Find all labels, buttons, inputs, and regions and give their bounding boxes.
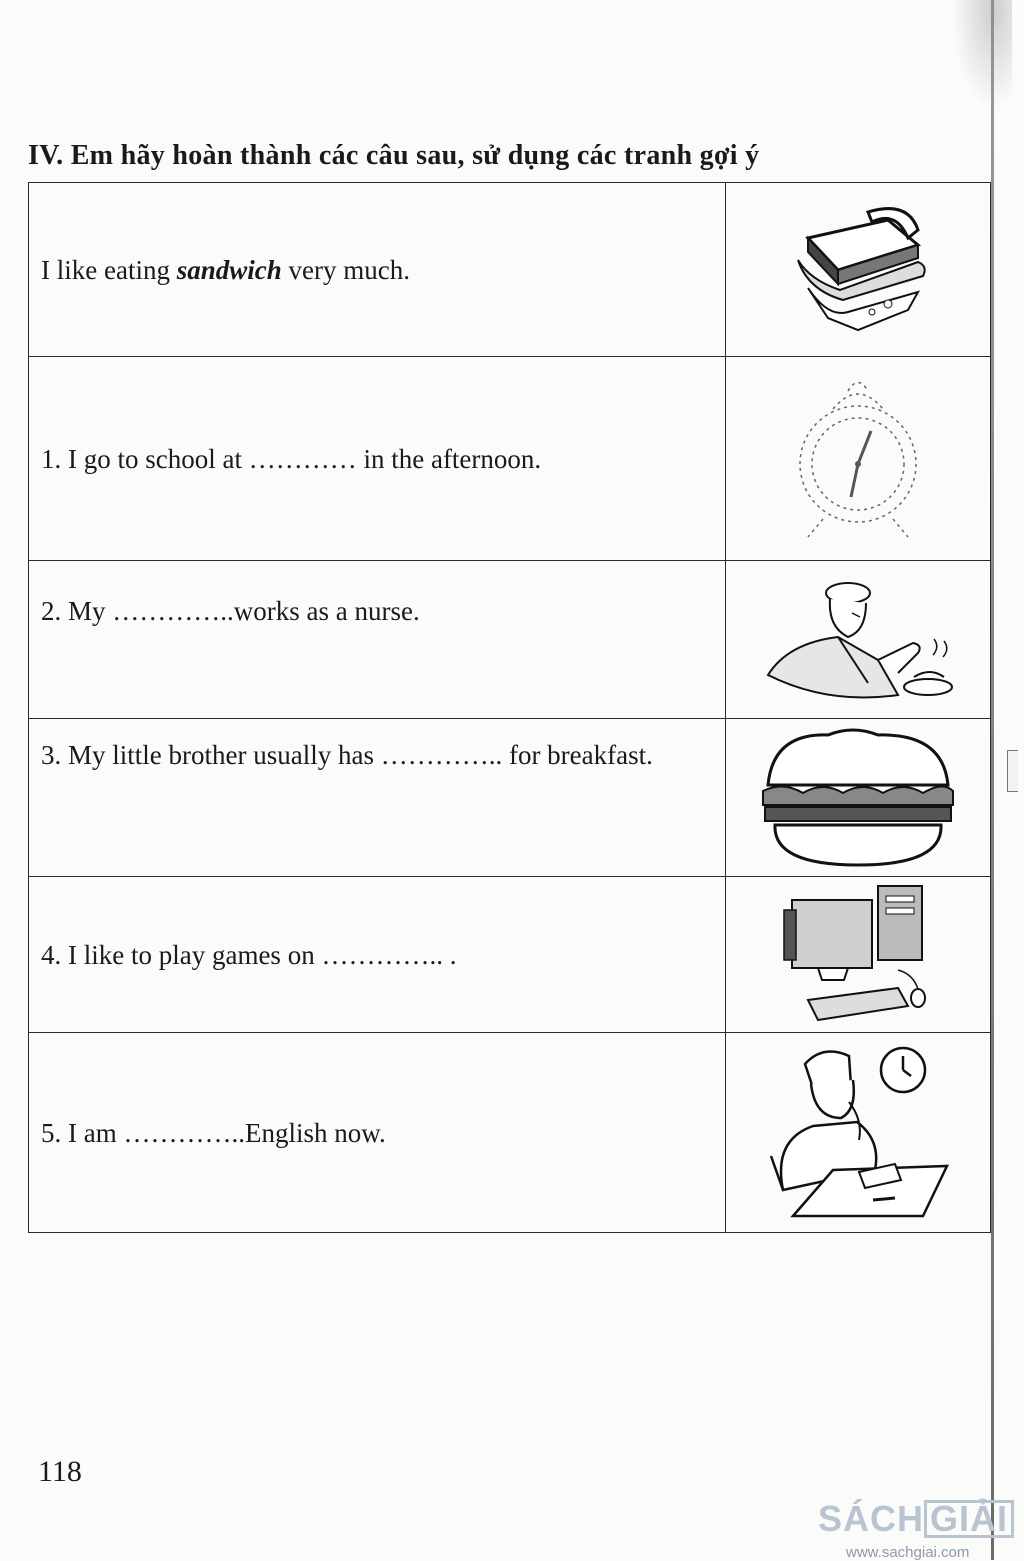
example-answer: sandwich bbox=[176, 254, 282, 285]
picture-cell bbox=[726, 183, 991, 357]
sandwich-icon bbox=[768, 200, 948, 340]
scan-shadow bbox=[952, 0, 1012, 110]
nurse-icon bbox=[748, 565, 968, 715]
book-spine-edge bbox=[991, 0, 994, 1560]
exercise-heading: IV. Em hãy hoàn thành các câu sau, sử dụng các tranh gợi ý bbox=[28, 140, 760, 171]
watermark bbox=[818, 1500, 1018, 1561]
studying-boy-icon bbox=[763, 1040, 953, 1226]
question-row bbox=[29, 877, 991, 1033]
clock-icon bbox=[763, 369, 953, 549]
question-sentence: 5. I am …………..English now. bbox=[29, 1033, 726, 1233]
picture-cell bbox=[726, 1033, 991, 1233]
hamburger-icon bbox=[753, 725, 963, 871]
question-row bbox=[29, 561, 991, 719]
example-sentence bbox=[29, 183, 726, 357]
watermark-logo bbox=[818, 1500, 1018, 1538]
watermark-brand-boxed: GIẢI bbox=[924, 1500, 1014, 1538]
page-number: 118 bbox=[38, 1455, 82, 1488]
question-sentence: 3. My little brother usually has ………….. for breakfast. bbox=[29, 719, 726, 877]
picture-cell bbox=[726, 719, 991, 877]
question-row bbox=[29, 719, 991, 877]
picture-cell bbox=[726, 877, 991, 1033]
question-sentence: 1. I go to school at ………… in the afternoon. bbox=[29, 357, 726, 561]
question-sentence: 2. My …………..works as a nurse. bbox=[29, 561, 726, 719]
watermark-url: www.sachgiai.com bbox=[846, 1544, 970, 1561]
watermark-brand-text: SÁCH bbox=[818, 1498, 925, 1539]
computer-icon bbox=[778, 882, 938, 1028]
sentence-part: I like eating bbox=[41, 254, 177, 285]
question-row bbox=[29, 357, 991, 561]
picture-cell bbox=[726, 357, 991, 561]
sentence-part: very much. bbox=[281, 254, 410, 285]
question-row bbox=[29, 1033, 991, 1233]
page-tab-mark bbox=[1007, 750, 1018, 792]
question-sentence: 4. I like to play games on ………….. . bbox=[29, 877, 726, 1033]
picture-cell bbox=[726, 561, 991, 719]
example-row bbox=[29, 183, 991, 357]
exercise-table bbox=[28, 182, 991, 1233]
